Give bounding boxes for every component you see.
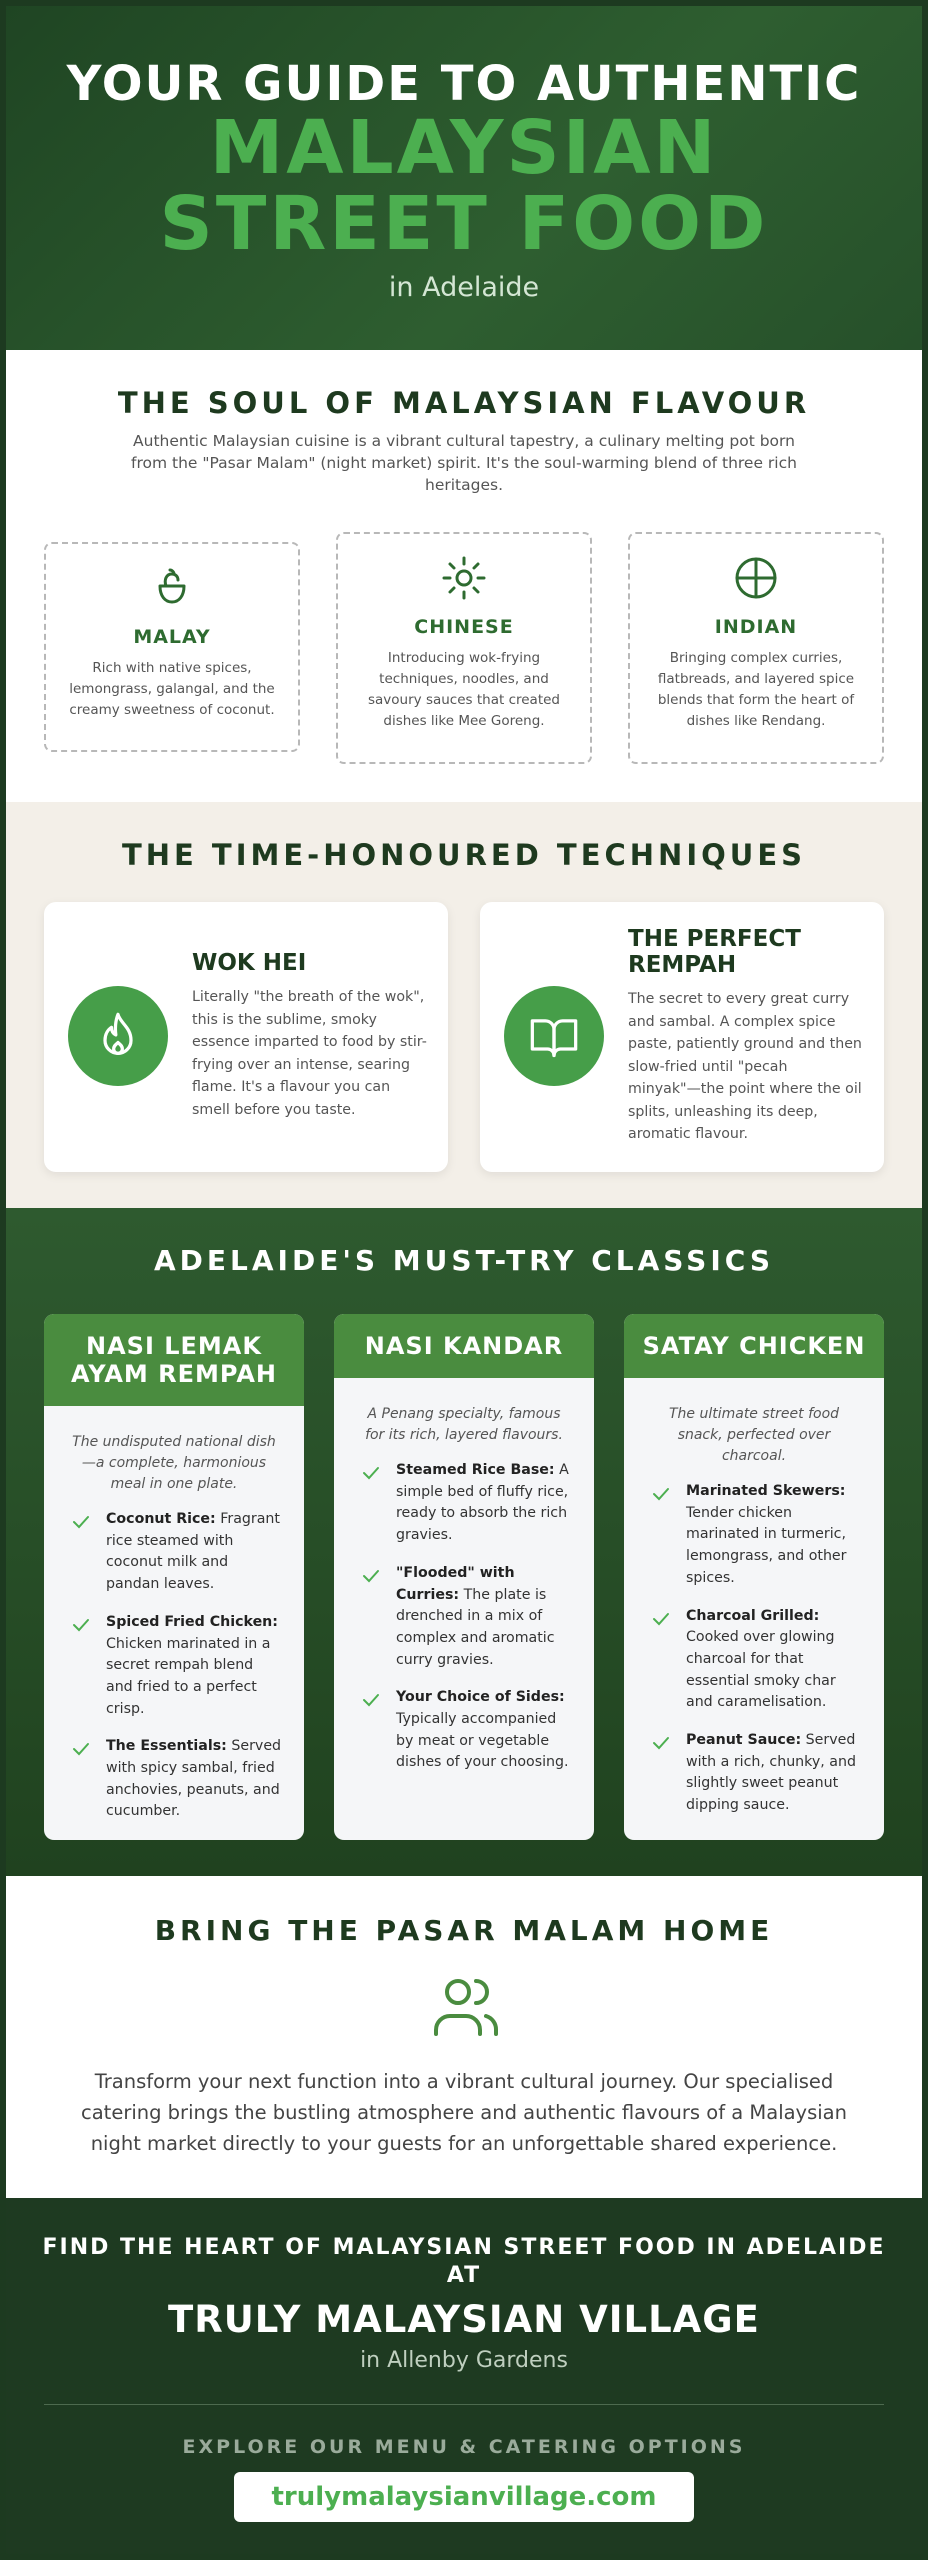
- heritage-card-desc: Introducing wok-frying techniques, noodles, and savoury sauces that created dishes like Mee Goreng.: [368, 650, 560, 729]
- dish-card-tagline: The undisputed national dish—a complete, harmonious meal in one plate.: [72, 1434, 276, 1492]
- dish-feature-label: Peanut Sauce:: [686, 1732, 802, 1749]
- soul-section: [6, 350, 922, 802]
- check-icon: [72, 1513, 90, 1531]
- website-link-button[interactable]: trulymalaysianvillage.com: [234, 2472, 694, 2522]
- users-icon: [430, 1972, 502, 2044]
- dish-feature-label: "Flooded" with Curries:: [396, 1564, 515, 1603]
- flame-icon: [68, 986, 168, 1086]
- technique-card-title: THE PERFECT REMPAH: [628, 926, 801, 978]
- dish-card-nasi-lemak: [44, 1314, 304, 1840]
- dish-card-title: NASI LEMAK AYAM REMPAH: [44, 1314, 304, 1406]
- dish-card-tagline: A Penang specialty, famous for its rich, layered flavours.: [365, 1406, 563, 1443]
- dish-card-title: NASI KANDAR: [334, 1314, 594, 1378]
- sun-icon: [440, 554, 488, 602]
- dish-feature-text: Fragrant rice steamed with coconut milk and pandan leaves.: [106, 1511, 280, 1593]
- dish-feature-item: [652, 1481, 864, 1590]
- check-icon: [362, 1464, 380, 1482]
- check-icon: [362, 1691, 380, 1709]
- dish-card-nasi-kandar: [334, 1314, 594, 1840]
- dish-feature-item: [652, 1730, 864, 1817]
- heritage-card-malay: [44, 542, 300, 752]
- catering-section: [6, 1876, 922, 2198]
- soul-title: THE SOUL OF MALAYSIAN FLAVOUR: [117, 386, 811, 420]
- dish-feature-label: Steamed Rice Base:: [396, 1462, 555, 1478]
- dish-feature-item: [652, 1606, 864, 1715]
- check-icon: [652, 1610, 670, 1628]
- check-icon: [652, 1734, 670, 1752]
- dish-feature-text: Typically accompanied by meat or vegetable dishes of your choosing.: [396, 1711, 569, 1771]
- footer-divider: [44, 2404, 884, 2405]
- hero-section: [6, 6, 922, 350]
- dish-card-title: SATAY CHICKEN: [624, 1314, 884, 1378]
- classics-section: [6, 1208, 922, 1876]
- techniques-section: [6, 802, 922, 1208]
- dish-feature-label: The Essentials:: [106, 1738, 227, 1755]
- hero-subtitle: in Adelaide: [388, 272, 540, 303]
- dish-feature-item: [362, 1687, 574, 1774]
- footer-section: [6, 2198, 922, 2554]
- dish-card-satay-chicken: [624, 1314, 884, 1840]
- technique-card-desc: Literally "the breath of the wok", this is the sublime, smoky essence imparted to food by stir-frying over an intense, searing flame. It's a flavour you can smell before you taste.: [192, 989, 427, 1118]
- catering-title: BRING THE PASAR MALAM HOME: [154, 1914, 774, 1947]
- dish-feature-text: Chicken marinated in a secret rempah blend and fried to a perfect crisp.: [106, 1635, 271, 1717]
- footer-find-text: FIND THE HEART OF MALAYSIAN STREET FOOD IN ADELAIDE AT: [42, 2235, 886, 2288]
- dish-feature-text: Tender chicken marinated in turmeric, lemongrass, and other spices.: [686, 1504, 847, 1586]
- heritage-card-chinese: [336, 532, 592, 764]
- footer-brand-name: TRULY MALAYSIAN VILLAGE: [168, 2298, 760, 2341]
- dish-feature-item: [362, 1563, 574, 1672]
- dish-card-tagline: The ultimate street food snack, perfected over charcoal.: [668, 1406, 840, 1464]
- dish-feature-label: Spiced Fried Chicken:: [106, 1613, 278, 1630]
- dish-feature-text: Served with a rich, chunky, and slightly sweet peanut dipping sauce.: [686, 1732, 856, 1814]
- globe-icon: [732, 554, 780, 602]
- dish-feature-label: Charcoal Grilled:: [686, 1607, 820, 1624]
- heritage-card-indian: [628, 532, 884, 764]
- dish-feature-item: [362, 1460, 574, 1547]
- catering-text: Transform your next function into a vibrant cultural journey. Our specialised catering brings the bustling atmosphere and authentic flavours of a Malaysian night market directly to your guests for an unforgettable shared experience.: [81, 2070, 847, 2155]
- dish-feature-label: Coconut Rice:: [106, 1511, 216, 1527]
- technique-card-title: WOK HEI: [192, 950, 307, 976]
- classics-title: ADELAIDE'S MUST-TRY CLASSICS: [153, 1244, 775, 1277]
- dish-feature-item: [72, 1509, 284, 1596]
- technique-card-wok-hei: [44, 902, 448, 1172]
- dish-feature-label: Marinated Skewers:: [686, 1483, 846, 1499]
- technique-card-desc: The secret to every great curry and sambal. A complex spice paste, patiently ground and then slow-fried until "pecah minyak"—the point where the oil splits, unleashing its deep, aromatic flavour.: [628, 991, 862, 1142]
- open-book-icon: [504, 986, 604, 1086]
- heritage-card-title: MALAY: [133, 626, 211, 648]
- dish-feature-label: Your Choice of Sides:: [396, 1689, 565, 1706]
- hero-title-line3: STREET FOOD: [159, 181, 769, 267]
- check-icon: [72, 1616, 90, 1634]
- hero-title-line1: YOUR GUIDE TO AUTHENTIC: [66, 56, 862, 112]
- footer-explore-label: EXPLORE OUR MENU & CATERING OPTIONS: [182, 2436, 746, 2458]
- footer-location: in Allenby Gardens: [360, 2348, 568, 2373]
- sauce-pot-icon: [148, 564, 196, 612]
- check-icon: [652, 1485, 670, 1503]
- heritage-card-title: CHINESE: [414, 616, 514, 638]
- heritage-card-title: INDIAN: [714, 616, 798, 638]
- dish-feature-text: Served with spicy sambal, fried anchovies, peanuts, and cucumber.: [106, 1738, 282, 1820]
- dish-feature-item: [72, 1612, 284, 1721]
- dish-feature-item: [72, 1736, 284, 1823]
- check-icon: [72, 1740, 90, 1758]
- dish-feature-text: Cooked over glowing charcoal for that essential smoky char and caramelisation.: [686, 1629, 836, 1711]
- soul-intro: Authentic Malaysian cuisine is a vibrant cultural tapestry, a culinary melting pot born from the "Pasar Malam" (night market) spirit. It's the soul-warming blend of three rich heritages.: [131, 432, 797, 494]
- dish-feature-text: The plate is drenched in a mix of complex and aromatic curry gravies.: [396, 1586, 555, 1668]
- dish-feature-text: A simple bed of fluffy rice, ready to absorb the rich gravies.: [396, 1462, 569, 1544]
- check-icon: [362, 1567, 380, 1585]
- heritage-card-desc: Bringing complex curries, flatbreads, and layered spice blends that form the heart of dishes like Rendang.: [657, 650, 855, 729]
- techniques-title: THE TIME-HONOURED TECHNIQUES: [121, 838, 807, 872]
- heritage-card-desc: Rich with native spices, lemongrass, galangal, and the creamy sweetness of coconut.: [69, 660, 275, 718]
- hero-title-line2: MALAYSIAN: [209, 105, 719, 191]
- technique-card-rempah: [480, 902, 884, 1172]
